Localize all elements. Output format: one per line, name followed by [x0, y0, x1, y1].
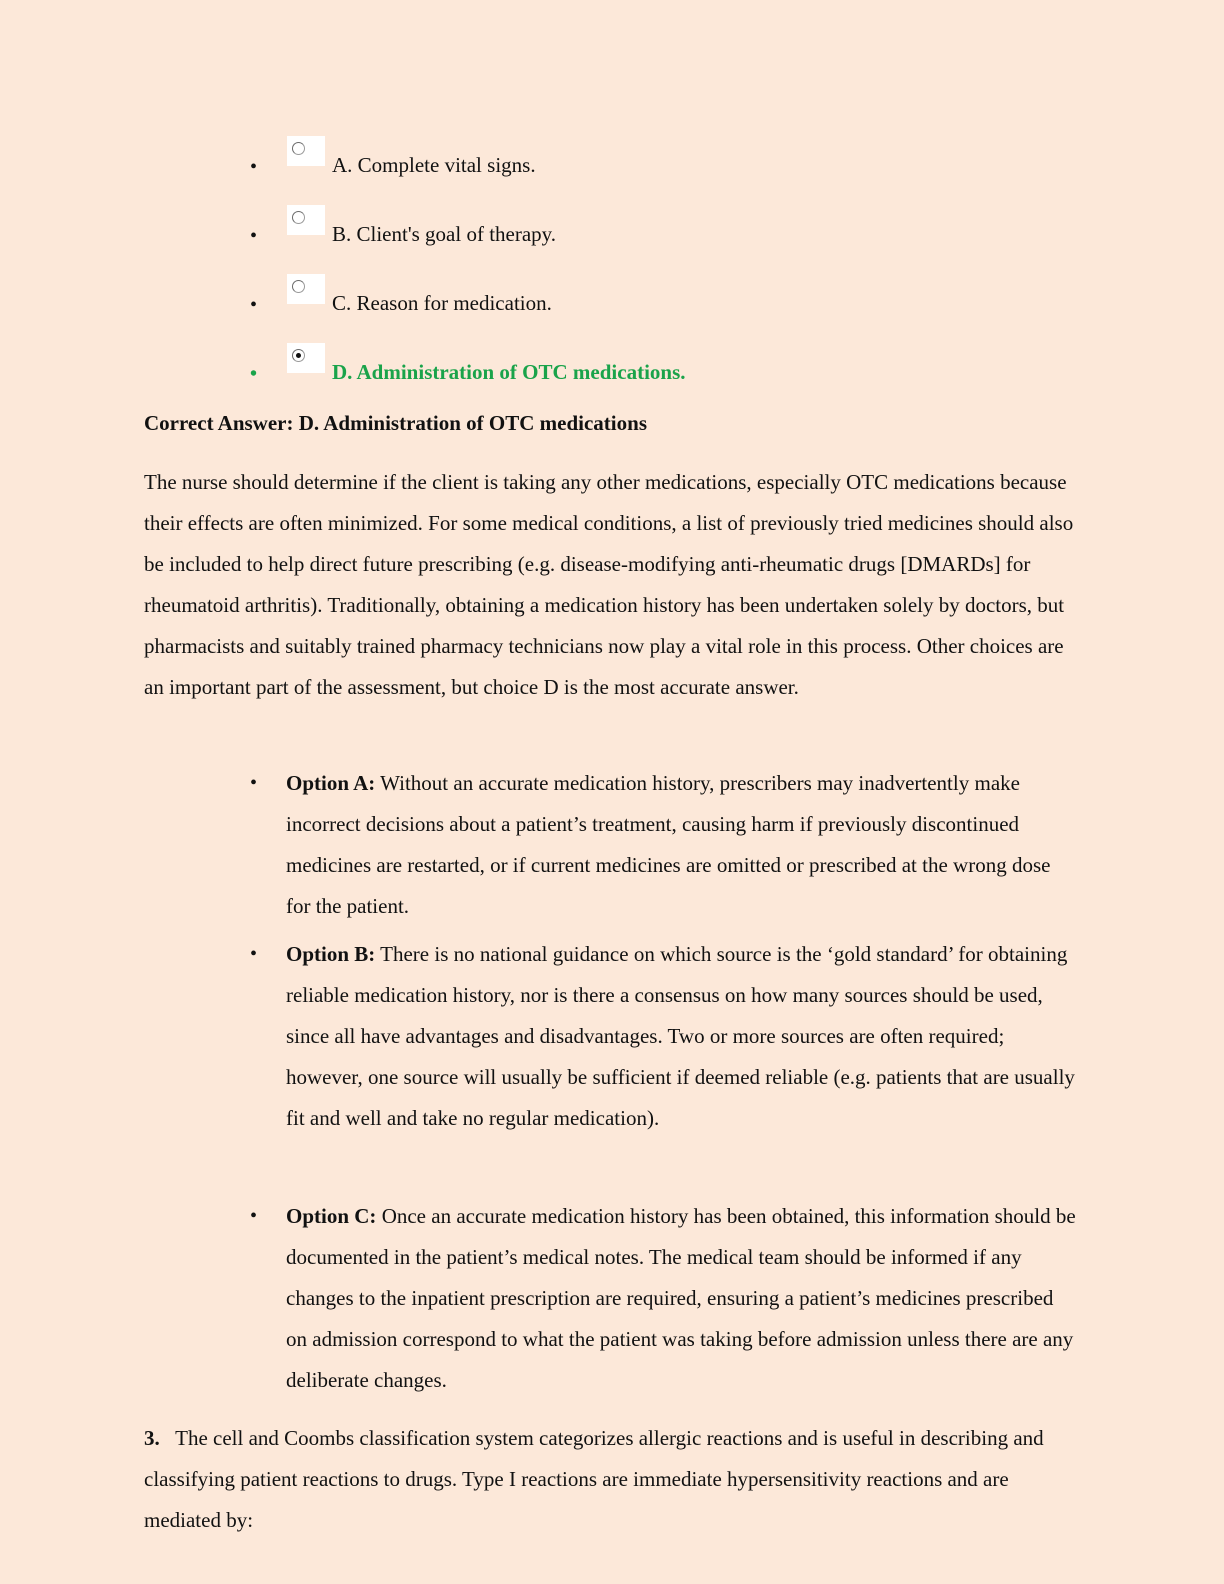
- question-3: [144, 1418, 1084, 1541]
- radio-button-c[interactable]: [292, 280, 305, 293]
- option-title: Option C:: [286, 1204, 377, 1228]
- radio-button-d-selected[interactable]: [292, 349, 305, 362]
- option-explanation-text: [286, 934, 1076, 1139]
- radio-button-a[interactable]: [292, 142, 305, 155]
- bullet: •: [250, 294, 258, 316]
- bullet: •: [250, 156, 258, 178]
- option-body: Without an accurate medication history, prescribers may inadvertently make incorrect decisions about a patient’s treatment, causing harm if previously discontinued medicines are restarted, or if current medicines are omitted or prescribed at the wrong dose for the patient.: [286, 771, 1051, 918]
- bullet: •: [250, 772, 258, 794]
- radio-frame: [287, 274, 325, 304]
- bullet: •: [250, 1205, 258, 1227]
- option-title: Option B:: [286, 942, 376, 966]
- bullet: •: [250, 225, 258, 247]
- option-explanation-text: [286, 1196, 1076, 1401]
- radio-selected-dot: [296, 353, 301, 358]
- explanation-paragraph: The nurse should determine if the client is taking any other medications, especially OTC medications because their effects are often minimized. For some medical conditions, a list of previously tried medicines should also be included to help direct future prescribing (e.g. disease-modifying anti-rheumatic drugs [DMARDs] for rheumatoid arthritis). Traditionally, obtaining a medication history has been undertaken solely by doctors, but pharmacists and suitably trained pharmacy technicians now play a vital role in this process. Other choices are an important part of the assessment, but choice D is the most accurate answer.: [144, 470, 1074, 699]
- option-title: Option A:: [286, 771, 376, 795]
- radio-frame: [287, 136, 325, 166]
- option-explanation-text: [286, 763, 1076, 927]
- question-number: 3.: [144, 1426, 160, 1450]
- radio-button-b[interactable]: [292, 211, 305, 224]
- answer-option-label: B. Client's goal of therapy.: [332, 222, 557, 246]
- answer-option-label: D. Administration of OTC medications.: [332, 360, 686, 384]
- question-text: The cell and Coombs classification system categorizes allergic reactions and is useful in describing and classifying patient reactions to drugs. Type I reactions are immediate hypersensitivity reactions and are mediated by:: [144, 1426, 1044, 1532]
- option-body: There is no national guidance on which source is the ‘gold standard’ for obtaining reliable medication history, nor is there a consensus on how many sources should be used, since all have advantages and disadvantages. Two or more sources are often required; however, one source will usually be sufficient if deemed reliable (e.g. patients that are usually fit and well and take no regular medication).: [286, 942, 1075, 1130]
- radio-frame: [287, 205, 325, 235]
- answer-option-label: C. Reason for medication.: [332, 291, 552, 315]
- bullet: •: [250, 943, 258, 965]
- radio-frame: [287, 343, 325, 373]
- answer-option-label: A. Complete vital signs.: [332, 153, 536, 177]
- correct-answer-heading: Correct Answer: D. Administration of OTC medications: [144, 411, 647, 435]
- bullet: •: [250, 363, 258, 385]
- option-body: Once an accurate medication history has been obtained, this information should be documented in the patient’s medical notes. The medical team should be informed if any changes to the inpatient prescription are required, ensuring a patient’s medicines prescribed on admission correspond to what the patient was taking before admission unless there are any deliberate changes.: [286, 1204, 1076, 1392]
